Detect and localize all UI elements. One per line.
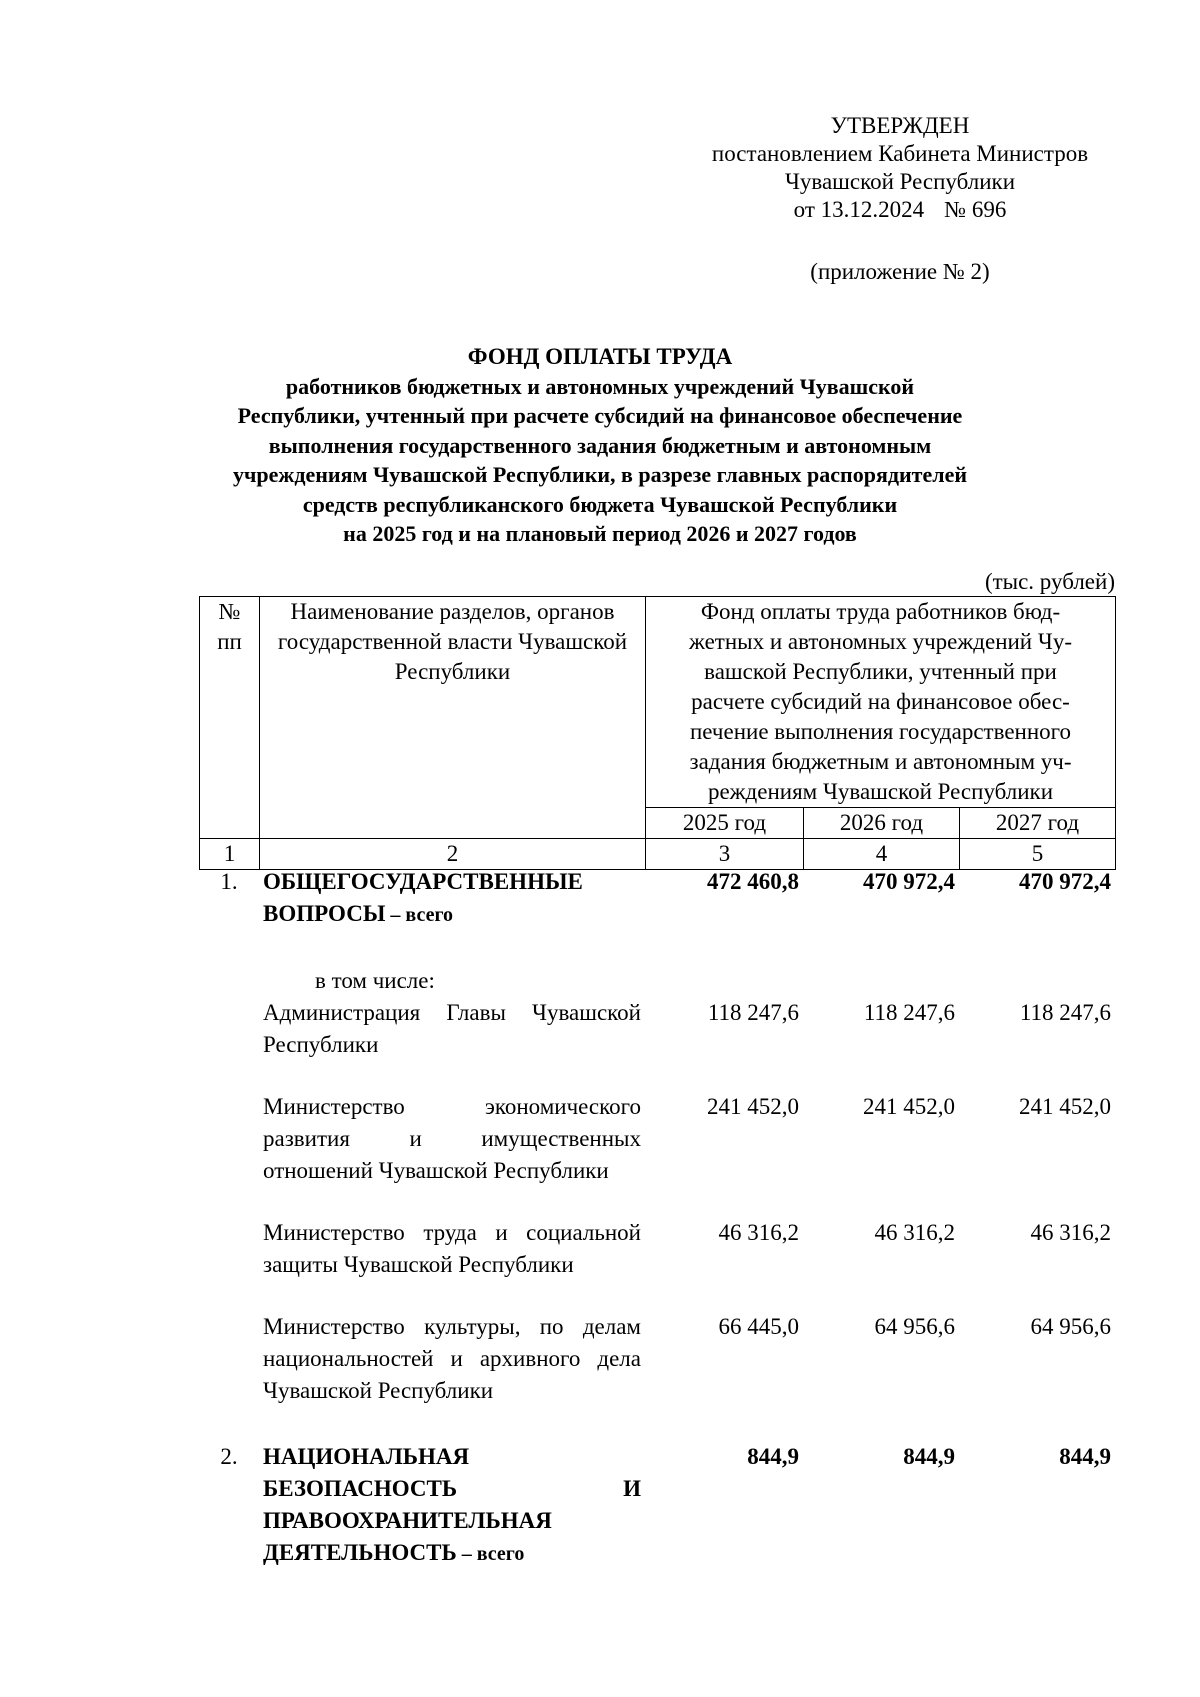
table-body [199, 866, 1115, 1570]
in-total-label: в том числе: [315, 968, 435, 993]
row-name: Министерство труда и социальной защиты Чувашской Республики [263, 1220, 641, 1277]
section-total-suffix: – всего [385, 904, 454, 926]
title-line-4: учреждениям Чувашской Республики, в разрезе главных распорядителей [232, 462, 968, 487]
title-main: ФОНД ОПЛАТЫ ТРУДА [467, 344, 733, 369]
value-2025: 118 247,6 [707, 1000, 799, 1025]
value-2027: 241 452,0 [1019, 1094, 1111, 1119]
title-line-2: Республики, учтенный при расчете субсидий на финансовое обеспечение [237, 403, 963, 428]
approval-number: № 696 [944, 197, 1007, 222]
value-2026: 844,9 [903, 1444, 955, 1469]
column-number: 5 [960, 839, 1116, 870]
value-2026: 118 247,6 [863, 1000, 955, 1025]
header-fund-line: Фонд оплаты труда работников бюд- [700, 599, 1061, 624]
header-fund-line: печение выполнения государственного [689, 719, 1072, 744]
approval-republic: Чувашской Республики [784, 169, 1016, 194]
table-row [199, 1311, 1115, 1441]
row-name: Министерство культуры, по делам национальностей и архивного дела Чувашской Республики [263, 1314, 641, 1403]
value-2025: 241 452,0 [707, 1094, 799, 1119]
table-header [199, 596, 1116, 870]
row-name [259, 866, 645, 965]
value-2026: 46 316,2 [874, 1220, 955, 1245]
table-row [199, 1091, 1115, 1217]
column-number: 2 [260, 839, 646, 870]
annex-label: (приложение № 2) [810, 259, 990, 284]
value-2027: 470 972,4 [1019, 869, 1111, 894]
row-name: Администрация Главы Чувашской Республики [263, 1000, 641, 1057]
value-2027: 46 316,2 [1030, 1220, 1111, 1245]
value-2026: 470 972,4 [863, 869, 955, 894]
table-row [199, 866, 1115, 965]
column-number: 4 [804, 839, 960, 870]
table-row [199, 997, 1115, 1091]
approval-date-line [680, 196, 1120, 224]
header-fund-line: реждениям Чувашской Республики [707, 779, 1054, 804]
header-fund [646, 597, 1116, 808]
table-row [199, 1217, 1115, 1311]
title-line-5: средств республиканского бюджета Чувашской Республики [302, 491, 898, 517]
header-year-2027: 2027 год [960, 808, 1116, 839]
title-line-6: на 2025 год и на плановый период 2026 и 2027 годов [343, 521, 857, 546]
table-row [199, 1441, 1115, 1570]
section-title: НАЦИОНАЛЬНАЯ БЕЗОПАСНОСТЬ И ПРАВООХРАНИТЕЛЬНАЯ ДЕЯТЕЛЬНОСТЬ [263, 1444, 641, 1565]
value-2026: 64 956,6 [874, 1314, 955, 1339]
value-2027: 118 247,6 [1019, 1000, 1111, 1025]
row-number: 2. [220, 1444, 238, 1469]
table-row [199, 965, 1115, 997]
section-total-suffix: – всего [456, 1543, 525, 1565]
header-number: № пп [200, 597, 260, 839]
value-2025: 66 445,0 [718, 1314, 799, 1339]
row-number: 1. [220, 869, 238, 894]
column-number: 1 [200, 839, 260, 870]
row-name: Министерство экономического развития и имущественных отношений Чувашской Республики [263, 1094, 641, 1183]
column-number: 3 [646, 839, 804, 870]
header-fund-line: расчете субсидий на финансовое обес- [691, 689, 1070, 714]
row-name [259, 1441, 645, 1570]
value-2025: 472 460,8 [707, 869, 799, 894]
header-name: Наименование разделов, органов государственной власти Чувашской Республики [260, 597, 646, 839]
header-fund-line: задания бюджетным и автономным уч- [689, 749, 1072, 774]
title-line-1: работников бюджетных и автономных учреждений Чувашской [285, 373, 915, 399]
header-year-2026: 2026 год [804, 808, 960, 839]
units-label: (тыс. рублей) [984, 569, 1115, 594]
section-title: ОБЩЕГОСУДАРСТВЕННЫЕ ВОПРОСЫ [263, 869, 583, 926]
document-title [160, 342, 1040, 549]
approval-date: от 13.12.2024 [793, 197, 925, 222]
value-2025: 46 316,2 [718, 1220, 799, 1245]
value-2027: 844,9 [1059, 1444, 1111, 1469]
value-2026: 241 452,0 [863, 1094, 955, 1119]
value-2027: 64 956,6 [1030, 1314, 1111, 1339]
title-line-3: выполнения государственного задания бюджетным и автономным [268, 432, 932, 458]
approval-stamp [680, 112, 1120, 224]
header-year-2025: 2025 год [646, 808, 804, 839]
approval-title: УТВЕРЖДЕН [830, 113, 970, 138]
value-2025: 844,9 [747, 1444, 799, 1469]
header-fund-line: вашской Республики, учтенный при [704, 659, 1057, 684]
approval-resolution: постановлением Кабинета Министров [711, 141, 1089, 166]
header-fund-line: жетных и автономных учреждений Чу- [689, 629, 1072, 654]
